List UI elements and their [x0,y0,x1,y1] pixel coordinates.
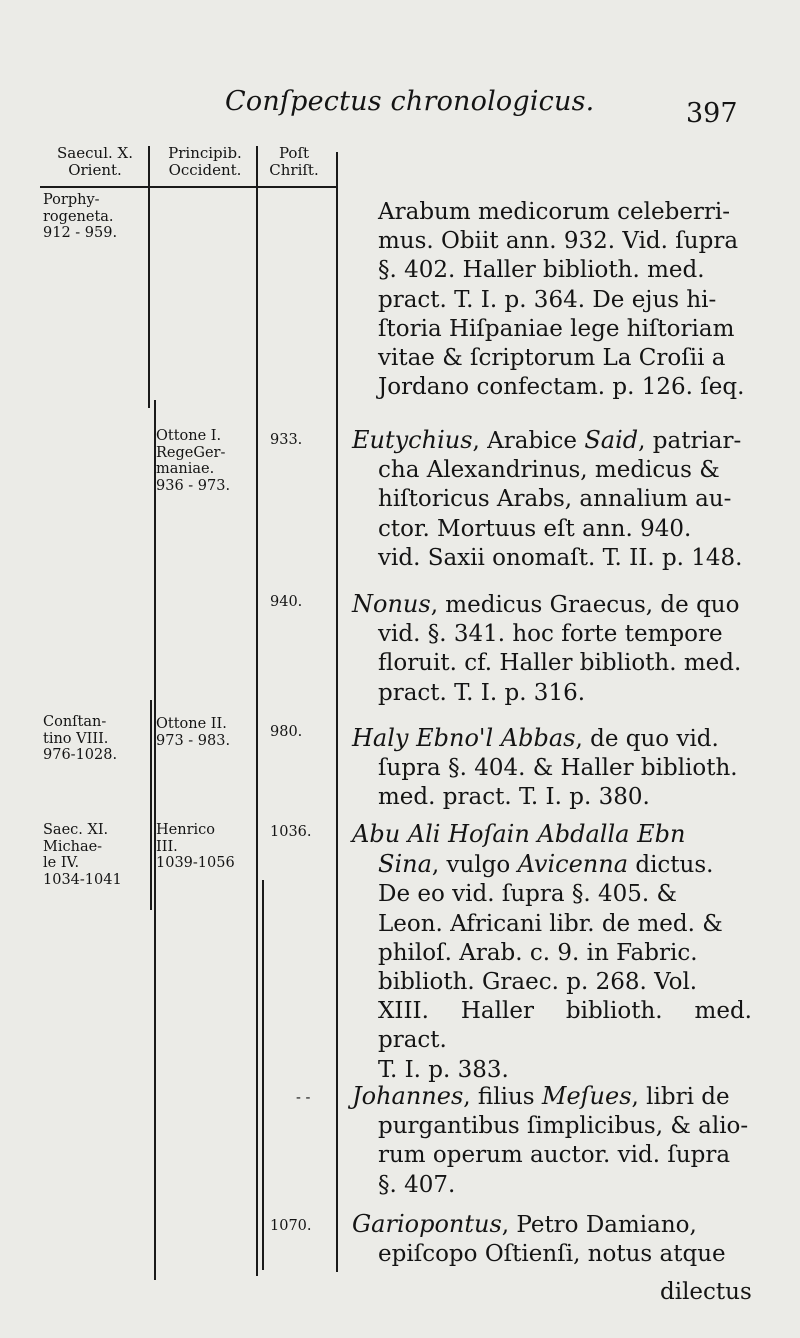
margin-note-occident [156,716,230,749]
margin-line: 976-1028. [43,747,118,763]
entry-name: Haly Ebno'l Abbas [352,724,576,752]
entry-gariopontus [352,1210,752,1269]
margin-line: Conſtan- [43,714,107,730]
column-header-line: Occident. [168,161,242,179]
margin-line: rogeneta. [43,208,114,225]
margin-note-orient [43,192,117,242]
column-rule [262,880,264,1270]
column-header-christ [258,145,330,179]
entry-line: ſtoria Hiſpaniae lege hiſtoriam [378,315,735,342]
entry-first-line [352,1082,752,1112]
column-header-line: Saecul. X. [57,144,133,162]
column-header-line: Chriſt. [269,161,319,179]
entry-haly [352,724,752,813]
margin-line: Porphy- [43,192,100,208]
entry-line: mus. Obiit ann. 932. Vid. ſupra [378,228,739,255]
margin-line: tino VIII. [43,730,109,747]
entry-johannes [352,1082,752,1200]
entry-name: Abu Ali Hoſain Abdalla Ebn [352,820,686,848]
margin-line: RegeGer- [156,444,226,461]
entry-line: epiſcopo Oſtienſi, notus atque [378,1241,726,1268]
entry-line: biblioth. Graec. p. 268. Vol. [378,969,698,996]
column-header-line: Principib. [168,144,242,162]
entry-first-line [352,820,752,850]
margin-line: Henrico [156,822,215,838]
entry-line: De eo vid. ſupra §. 405. & [378,881,678,908]
entry-text: , Petro Damiano, [501,1212,697,1238]
entry-text: , Arabice [472,428,578,454]
column-header-orient [40,145,150,179]
entry-second-line [352,850,752,880]
header-rule [40,186,336,188]
entry-line: Jordano confectam. p. 126. ſeq. [378,374,745,401]
column-header-occident [152,145,258,179]
column-rule [336,152,338,1272]
margin-note-orient [43,714,117,764]
entry-continued [352,198,752,402]
entry-line: philoſ. Arab. c. 9. in Fabric. [378,939,698,966]
entry-text: , filius [463,1084,535,1110]
entry-alias: Meſues [541,1082,632,1110]
margin-line: 936 - 973. [156,477,231,494]
entry-line: hiſtoricus Arabs, annalium au- [378,486,732,513]
entry-line: vid. §. 341. hoc forte tempore [378,621,723,648]
entry-text: , libri de [631,1084,730,1110]
entry-line: rum operum auctor. vid. ſupra [378,1142,731,1169]
margin-line: III. [156,838,178,855]
entry-line: cha Alexandrinus, medicus & [378,457,720,484]
column-header-line: Orient. [68,161,122,179]
entry-line: ctor. Mortuus eſt ann. 940. [378,515,692,542]
entry-name: Gariopontus [352,1210,502,1238]
entry-line: vid. Saxii onomaſt. T. II. p. 148. [378,544,743,571]
entry-line: vitae & ſcriptorum La Croſii a [378,345,726,372]
margin-note-occident [156,822,235,872]
margin-line: Saec. XI. [43,822,109,838]
entry-line: §. 407. [378,1171,456,1198]
margin-line: Ottone II. [156,716,227,732]
catchword: dilectus [660,1279,752,1305]
year-note: 1070. [270,1218,312,1234]
year-note: 980. [270,724,303,740]
margin-line: 912 - 959. [43,225,118,241]
entry-first-line [352,1210,752,1240]
entry-line: purgantibus ſimplicibus, & alio- [378,1113,749,1140]
entry-nonus [352,590,752,708]
entry-name: Johannes [352,1082,464,1110]
margin-note-occident [156,428,230,494]
entry-text: , de quo vid. [575,726,719,752]
entry-line: pract. T. I. p. 316. [378,679,586,706]
entry-alias: Said [584,426,639,454]
year-note: 940. [270,594,303,610]
margin-line: Michae- [43,838,103,855]
entry-line: ſupra §. 404. & Haller biblioth. [378,755,738,782]
entry-line: §. 402. Haller biblioth. med. [378,257,705,284]
entry-line: Arabum medicorum celeberri- [378,199,731,225]
margin-line: Ottone I. [156,428,222,444]
column-header-line: Poſt [278,144,310,162]
entry-line: XIII. Haller biblioth. med. pract. [378,998,752,1054]
entry-name: Eutychius [352,426,473,454]
margin-line: le IV. [43,855,80,871]
entry-first-line [352,724,752,754]
entry-name: Sina [378,850,432,879]
entry-line: floruit. cf. Haller biblioth. med. [378,650,742,677]
margin-line: maniae. [156,461,215,477]
margin-line: 1039-1056 [156,855,235,871]
entry-text: , medicus Graecus, de quo [430,592,740,618]
entry-name: Nonus [352,590,431,618]
entry-first-line [352,426,752,456]
entry-line: pract. T. I. p. 364. De ejus hi- [378,286,717,313]
year-note: - - [296,1090,311,1106]
column-rule [256,146,258,1276]
margin-note-orient [43,822,122,888]
margin-line: 973 - 983. [156,732,231,749]
column-rule [150,700,152,910]
page-number: 397 [686,98,738,129]
entry-alias: Avicenna [517,850,629,879]
entry-line: med. pract. T. I. p. 380. [378,784,650,811]
year-note: 1036. [270,824,312,840]
entry-eutychius [352,426,752,573]
margin-line: 1034-1041 [43,871,122,888]
year-note: 933. [270,432,303,448]
entry-text: , vulgo [431,852,511,879]
entry-first-line [352,590,752,620]
entry-line: T. I. p. 383. [378,1056,509,1083]
entry-line: Leon. Africani libr. de med. & [378,910,723,937]
entry-text: , patriar- [638,428,742,454]
running-head: Conſpectus chronologicus. [225,86,595,117]
entry-text: dictus. [628,852,714,879]
entry-avicenna [352,820,752,1085]
